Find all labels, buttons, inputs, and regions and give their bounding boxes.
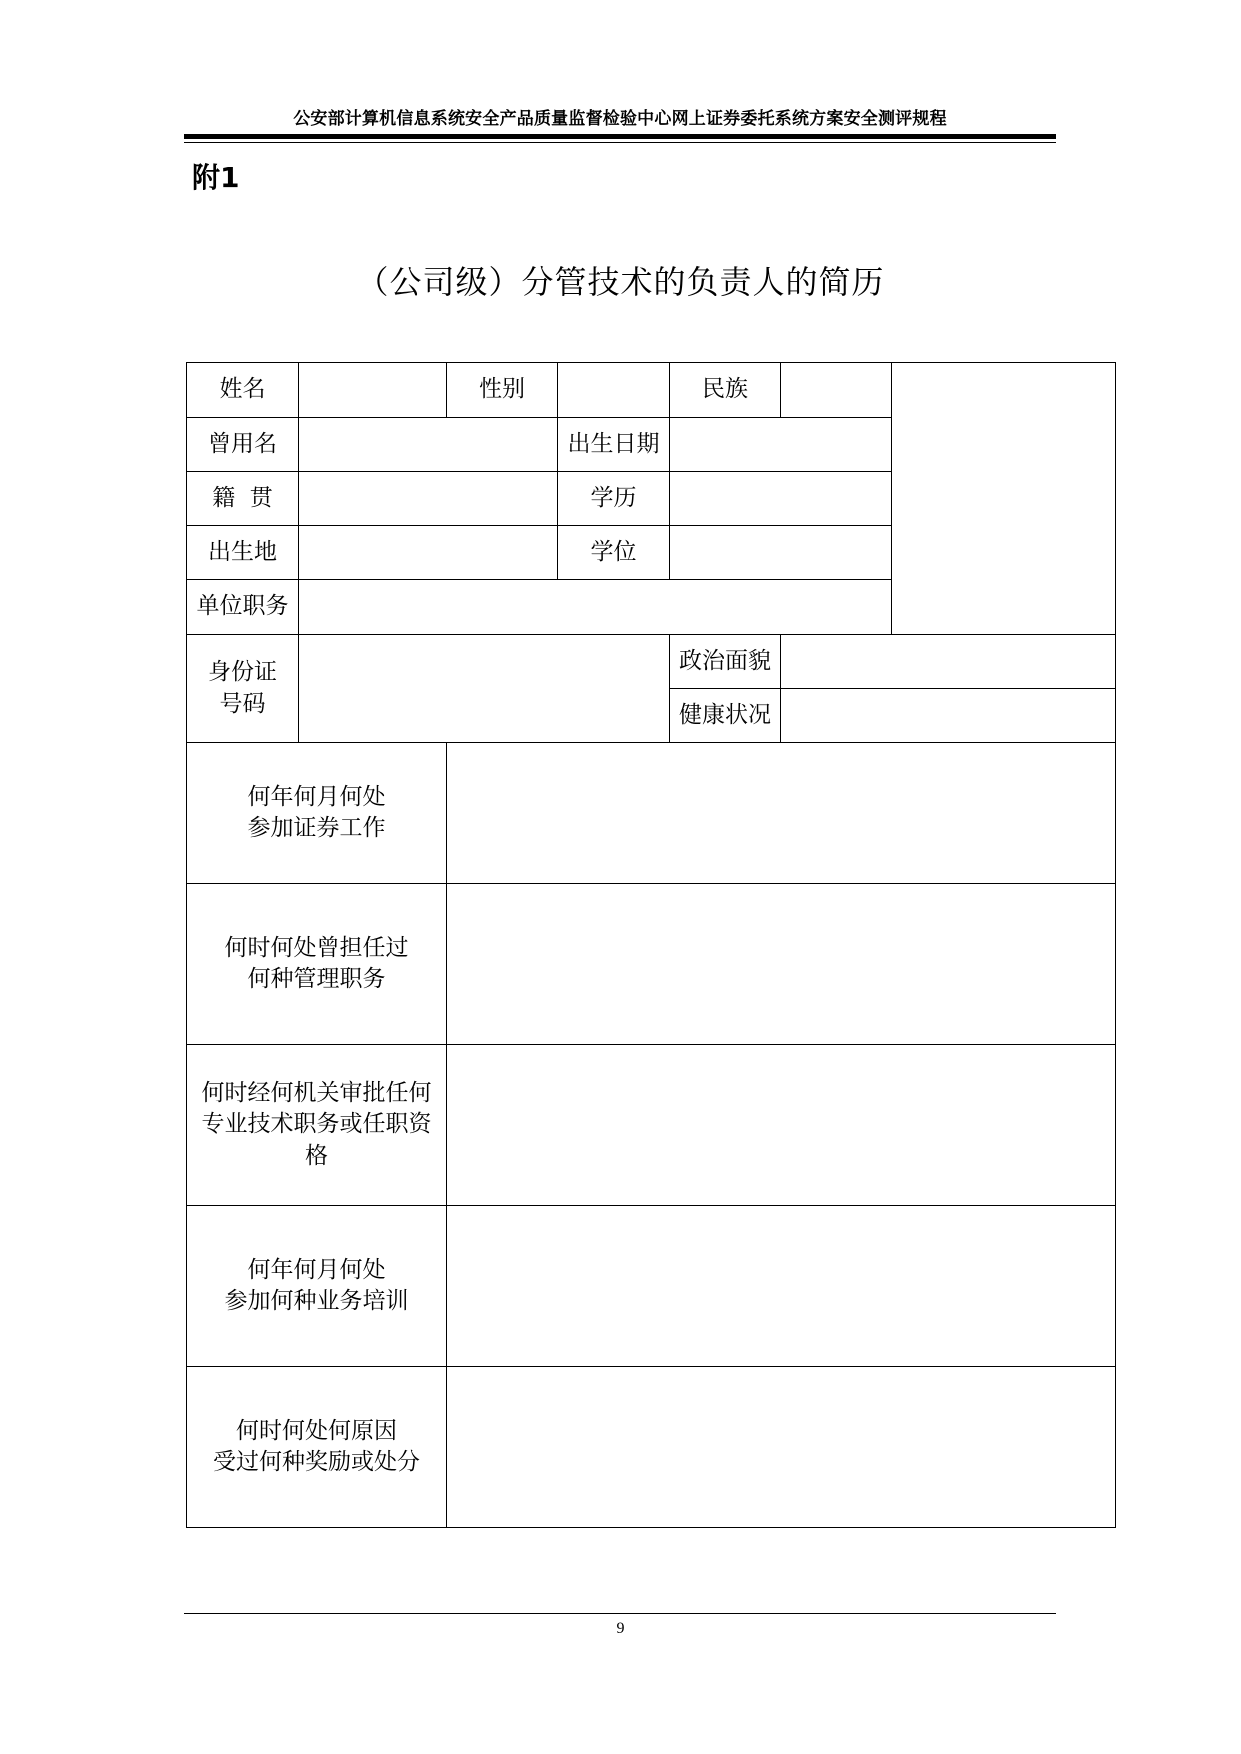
degree-field[interactable]	[670, 526, 892, 580]
page-number: 9	[616, 1620, 625, 1637]
resume-form-table	[186, 362, 1116, 1528]
id-number-label	[187, 635, 299, 743]
former-name-label: 曾用名	[187, 418, 299, 472]
awards-field[interactable]	[447, 1367, 1116, 1528]
training-label	[187, 1206, 447, 1367]
qualification-label-line3: 格	[305, 1142, 328, 1169]
footer-rule	[184, 1613, 1056, 1614]
gender-label: 性别	[447, 363, 558, 418]
awards-label-line2: 受过何种奖励或处分	[213, 1449, 420, 1475]
securities-work-label	[187, 743, 447, 884]
birth-date-field[interactable]	[670, 418, 892, 472]
ethnicity-field[interactable]	[781, 363, 892, 418]
degree-label: 学位	[558, 526, 670, 580]
qualification-label-line1: 何时经何机关审批任何	[201, 1080, 432, 1107]
id-number-field[interactable]	[299, 635, 670, 743]
health-field[interactable]	[781, 689, 1116, 743]
former-name-field[interactable]	[299, 418, 558, 472]
qualification-label	[187, 1045, 447, 1206]
management-label	[187, 884, 447, 1045]
id-number-label-line2: 号码	[219, 690, 266, 717]
securities-work-label-line1: 何年何月何处	[247, 783, 386, 810]
qualification-label-line2: 专业技术职务或任职资	[201, 1111, 432, 1138]
management-label-line2: 何种管理职务	[247, 966, 386, 992]
position-label: 单位职务	[187, 580, 299, 635]
birthplace-label: 出生地	[187, 526, 299, 580]
name-field[interactable]	[299, 363, 447, 418]
native-place-field[interactable]	[299, 472, 558, 526]
gender-field[interactable]	[558, 363, 670, 418]
running-header: 公安部计算机信息系统安全产品质量监督检验中心网上证券委托系统方案安全测评规程	[293, 109, 947, 129]
education-field[interactable]	[670, 472, 892, 526]
name-label: 姓名	[187, 363, 299, 418]
qualification-field[interactable]	[447, 1045, 1116, 1206]
awards-label	[187, 1367, 447, 1528]
securities-work-field[interactable]	[447, 743, 1116, 884]
ethnicity-label: 民族	[670, 363, 781, 418]
document-title: （公司级）分管技术的负责人的简历	[356, 263, 885, 301]
birthplace-field[interactable]	[299, 526, 558, 580]
native-place-label: 籍 贯	[187, 472, 299, 526]
training-label-line2: 参加何种业务培训	[224, 1288, 409, 1314]
header-rule-thin	[184, 142, 1056, 143]
political-status-label: 政治面貌	[670, 635, 781, 689]
header-rule-thick	[184, 134, 1056, 139]
management-label-line1: 何时何处曾担任过	[224, 934, 409, 961]
political-status-field[interactable]	[781, 635, 1116, 689]
id-number-label-line1: 身份证	[208, 659, 277, 686]
securities-work-label-line2: 参加证券工作	[247, 815, 386, 841]
health-label: 健康状况	[670, 689, 781, 743]
attachment-label: 附1	[192, 161, 240, 194]
awards-label-line1: 何时何处何原因	[236, 1417, 397, 1444]
position-field[interactable]	[299, 580, 892, 635]
birth-date-label: 出生日期	[558, 418, 670, 472]
education-label: 学历	[558, 472, 670, 526]
photo-box[interactable]	[892, 363, 1116, 635]
management-field[interactable]	[447, 884, 1116, 1045]
training-field[interactable]	[447, 1206, 1116, 1367]
training-label-line1: 何年何月何处	[247, 1256, 386, 1283]
